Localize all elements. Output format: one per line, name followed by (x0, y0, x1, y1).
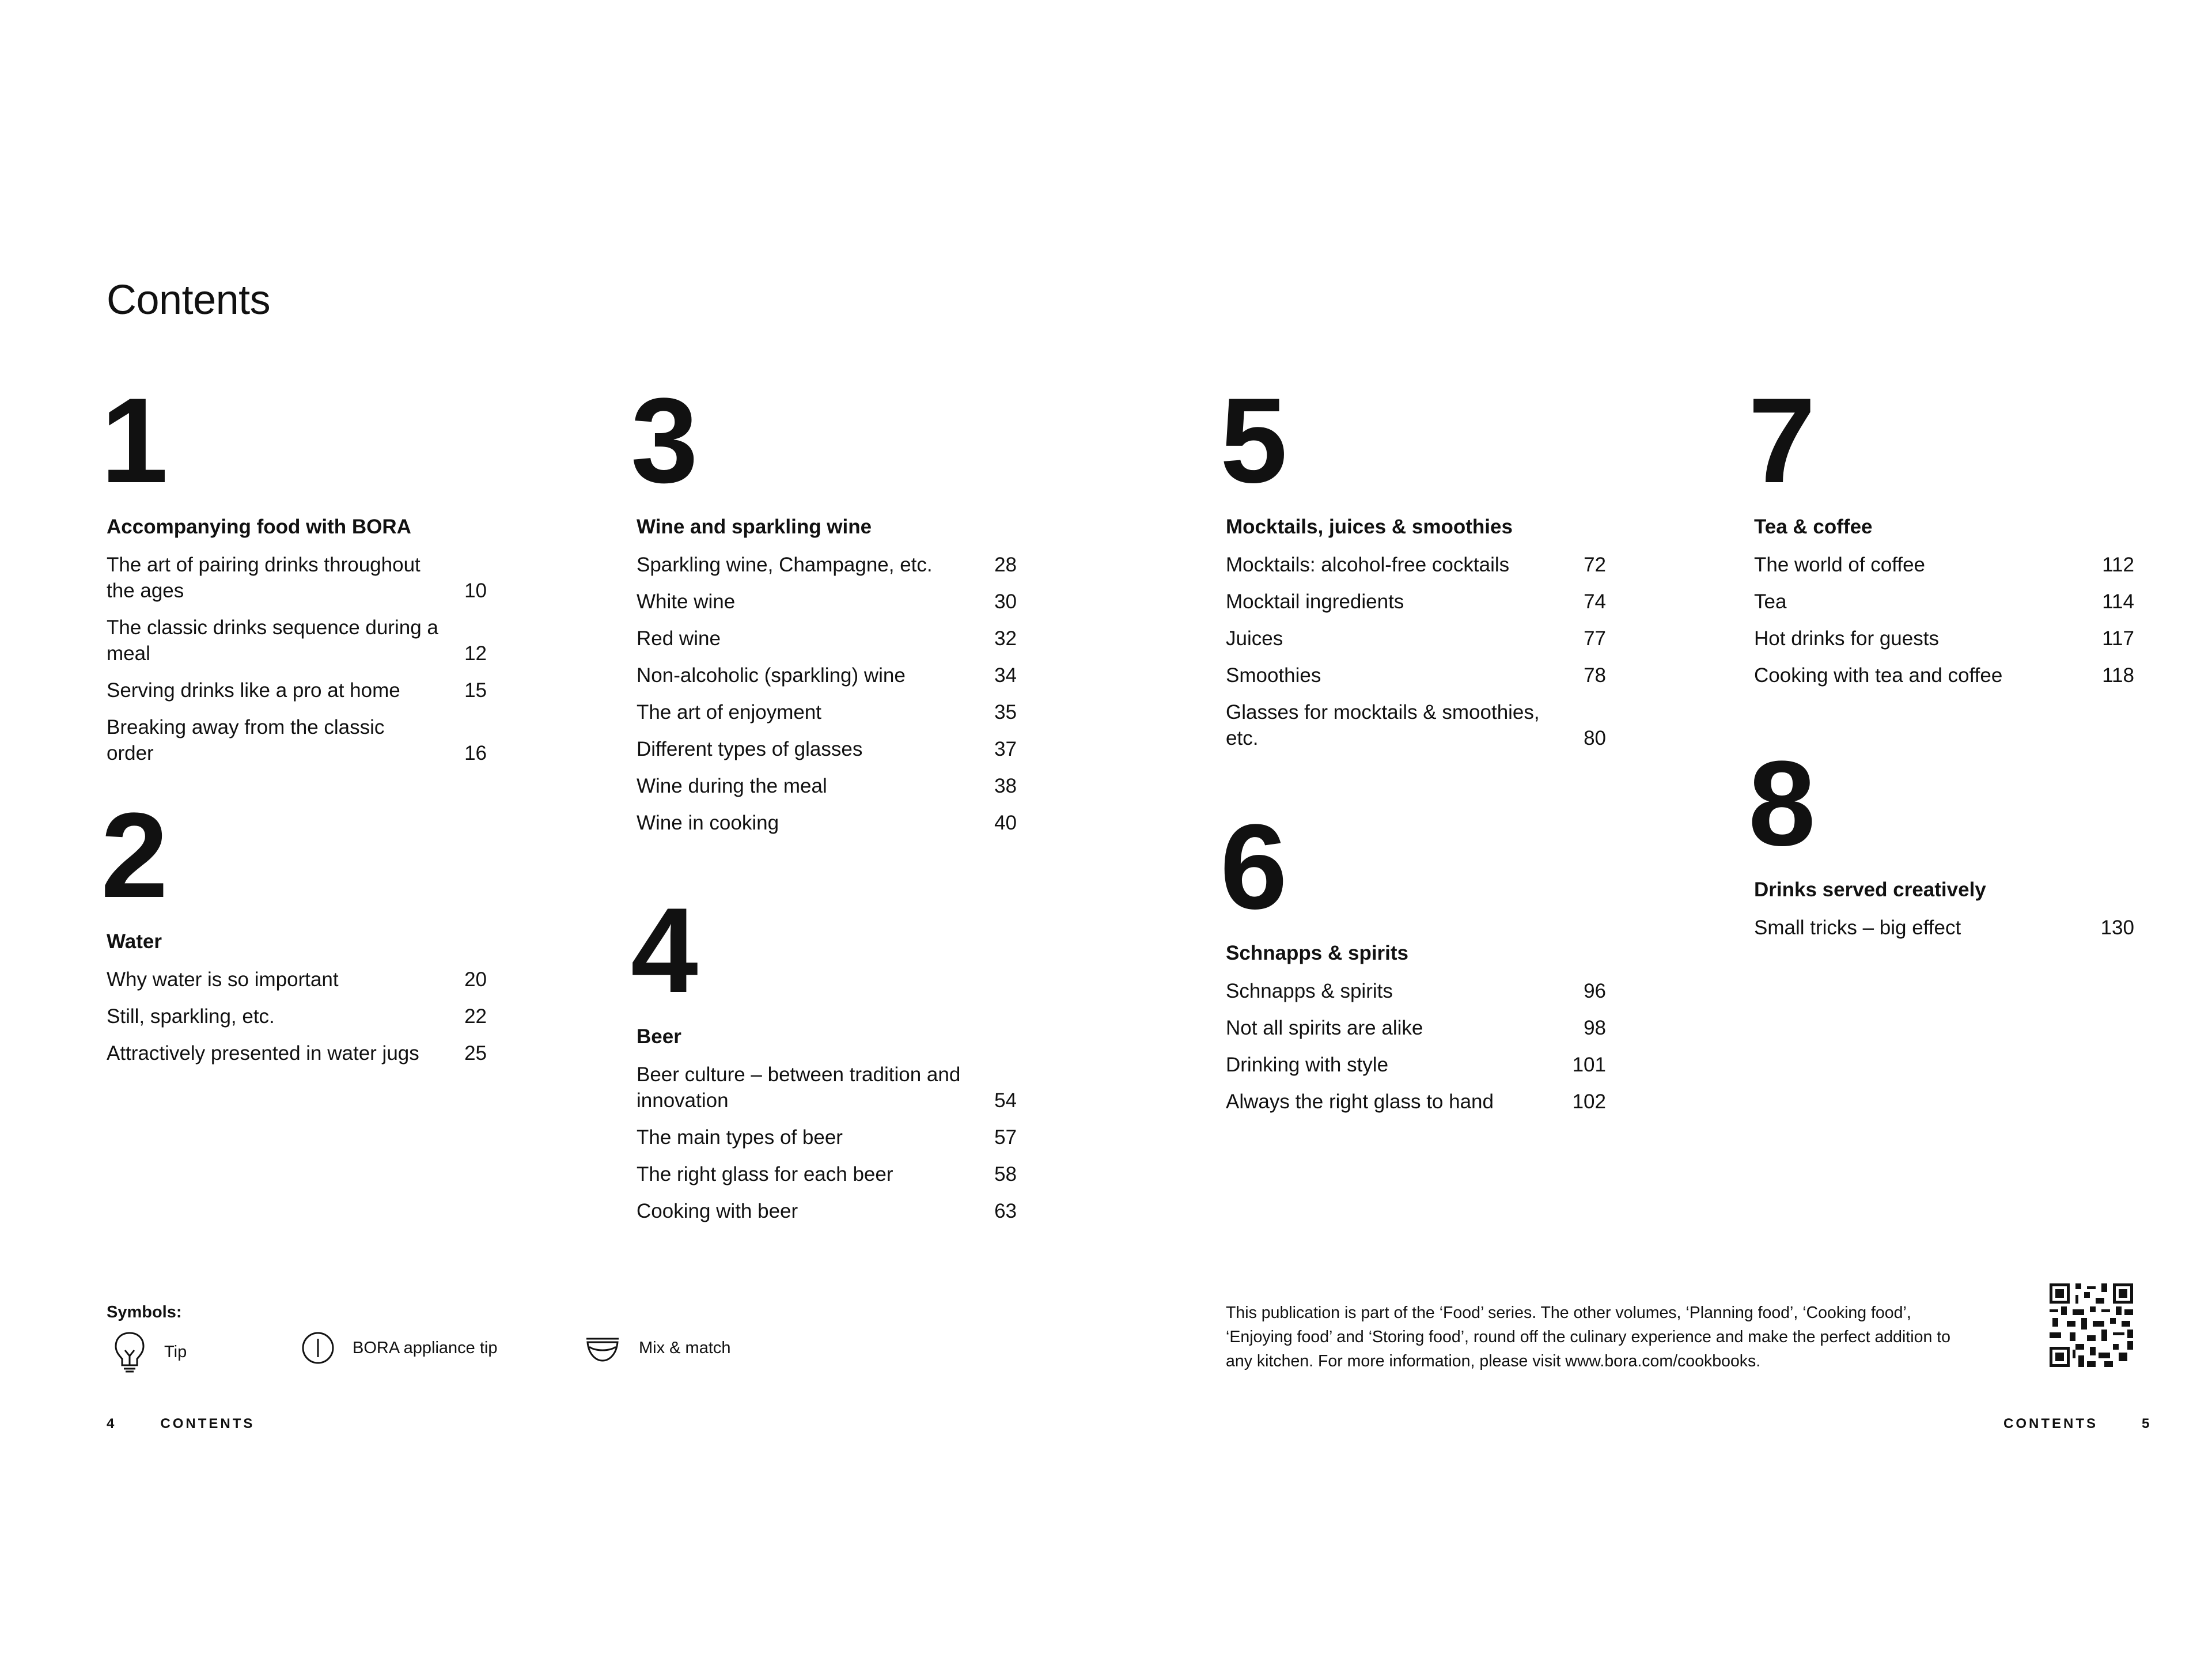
entry-label: Non-alcoholic (sparkling) wine (637, 664, 906, 687)
symbol-bora-appliance-tip (301, 1331, 497, 1365)
entry-page: 20 (464, 968, 487, 991)
entry-label: Breaking away from the classic order (107, 716, 385, 764)
entry-page: 10 (464, 579, 487, 602)
chapter-number: 4 (631, 882, 696, 1018)
entry-page: 114 (2102, 590, 2134, 613)
entry-page: 78 (1584, 664, 1606, 687)
footer-left (107, 1416, 255, 1432)
chapter-number: 1 (101, 373, 166, 508)
entry-page: 98 (1584, 1017, 1606, 1039)
chapter-title: Mocktails, juices & smoothies (1226, 516, 1513, 538)
chapter-entries (1754, 915, 2134, 941)
toc-entry[interactable] (1226, 1052, 1606, 1078)
chapter-4 (631, 882, 1017, 1235)
entry-label: The world of coffee (1754, 554, 1926, 576)
chapter-title: Drinks served creatively (1754, 878, 1986, 901)
toc-entry[interactable] (107, 714, 487, 766)
entry-page: 12 (464, 642, 487, 665)
entry-label: Different types of glasses (637, 738, 863, 760)
toc-entry[interactable] (1754, 915, 2134, 941)
chapter-number: 3 (631, 373, 696, 508)
chapter-title: Water (107, 930, 162, 953)
entry-label: Schnapps & spirits (1226, 980, 1393, 1002)
chapter-number: 7 (1748, 373, 1813, 508)
entry-page: 40 (994, 812, 1017, 834)
chapter-entries (1754, 552, 2134, 688)
toc-entry[interactable] (637, 736, 1017, 762)
chapter-2 (101, 787, 487, 1077)
chapter-entries (107, 967, 487, 1066)
toc-entry[interactable] (1226, 978, 1606, 1004)
entry-page: 72 (1584, 554, 1606, 576)
toc-entry[interactable] (637, 1161, 1017, 1187)
entry-label: Cooking with tea and coffee (1754, 664, 2003, 687)
bowl-icon (584, 1331, 622, 1365)
symbol-label: Mix & match (639, 1338, 731, 1357)
footer-right (2003, 1416, 2152, 1432)
entry-page: 34 (994, 664, 1017, 687)
chapter-entries (1226, 978, 1606, 1115)
entry-label: Red wine (637, 627, 721, 650)
entry-label: Hot drinks for guests (1754, 627, 1939, 650)
entry-page: 80 (1584, 727, 1606, 749)
page-number-left: 4 (107, 1416, 117, 1431)
entry-label: The art of pairing drinks throughout the ages (107, 554, 421, 602)
toc-entry[interactable] (107, 677, 487, 703)
toc-entry[interactable] (1226, 552, 1606, 578)
symbol-label: BORA appliance tip (353, 1338, 498, 1357)
chapter-entries (637, 1062, 1017, 1224)
entry-label: Cooking with beer (637, 1200, 798, 1222)
entry-label: The right glass for each beer (637, 1163, 893, 1185)
chapter-title: Schnapps & spirits (1226, 942, 1409, 964)
chapter-1 (101, 373, 487, 777)
chapter-entries (1226, 552, 1606, 751)
entry-label: Not all spirits are alike (1226, 1017, 1423, 1039)
entry-page: 112 (2102, 554, 2134, 576)
toc-entry[interactable] (1226, 662, 1606, 688)
chapter-7 (1748, 373, 2134, 699)
entry-page: 77 (1584, 627, 1606, 650)
entry-page: 16 (464, 742, 487, 764)
entry-label: Attractively presented in water jugs (107, 1042, 419, 1065)
chapter-number: 6 (1220, 799, 1285, 934)
entry-page: 37 (994, 738, 1017, 760)
symbol-label: Tip (164, 1342, 187, 1361)
toc-entry[interactable] (1226, 589, 1606, 615)
entry-page: 22 (464, 1005, 487, 1028)
entry-page: 35 (994, 701, 1017, 724)
chapter-6 (1220, 799, 1606, 1126)
entry-label: Sparkling wine, Champagne, etc. (637, 554, 933, 576)
entry-label: Still, sparkling, etc. (107, 1005, 275, 1028)
toc-entry[interactable] (1226, 1089, 1606, 1115)
entry-label: The art of enjoyment (637, 701, 821, 724)
chapter-title: Accompanying food with BORA (107, 516, 411, 538)
entry-page: 101 (1572, 1054, 1606, 1076)
chapter-number: 2 (101, 787, 166, 923)
entry-label: Tea (1754, 590, 1787, 613)
entry-label: The main types of beer (637, 1126, 843, 1149)
entry-label: Small tricks – big effect (1754, 916, 1961, 939)
entry-label: Beer culture – between tradition and innovation (637, 1063, 961, 1112)
entry-label: White wine (637, 590, 736, 613)
entry-page: 25 (464, 1042, 487, 1065)
page-number-right: 5 (2142, 1416, 2152, 1431)
toc-entry[interactable] (637, 773, 1017, 799)
running-head-left: CONTENTS (160, 1416, 255, 1431)
lightbulb-icon (112, 1331, 147, 1373)
entry-page: 58 (994, 1163, 1017, 1185)
chapter-title: Tea & coffee (1754, 516, 1873, 538)
series-note: This publication is part of the ‘Food’ series. The other volumes, ‘Planning food’, ‘Cooking food’, ‘Enjoying food’ and ‘Storing food’, round off the culinary experience and make the perfect addition to any kitchen. For more information, please visit www.bora.com/cookbooks. (1226, 1304, 1950, 1370)
toc-entry[interactable] (1754, 626, 2134, 652)
toc-entry[interactable] (1754, 589, 2134, 615)
entry-page: 102 (1572, 1090, 1606, 1113)
page-title: Contents (107, 277, 271, 323)
toc-entry[interactable] (637, 662, 1017, 688)
entry-page: 28 (994, 554, 1017, 576)
toc-entry[interactable] (637, 810, 1017, 836)
toc-entry[interactable] (1226, 1015, 1606, 1041)
entry-label: Wine in cooking (637, 812, 779, 834)
bora-appliance-icon (301, 1331, 335, 1365)
entry-label: Mocktails: alcohol-free cocktails (1226, 554, 1510, 576)
entry-label: Smoothies (1226, 664, 1321, 687)
qr-code-icon[interactable] (2050, 1283, 2133, 1367)
toc-entry[interactable] (1226, 626, 1606, 652)
entry-page: 57 (994, 1126, 1017, 1149)
toc-entry[interactable] (1226, 699, 1606, 751)
entry-label: Juices (1226, 627, 1283, 650)
entry-label: Wine during the meal (637, 775, 827, 797)
toc-entry[interactable] (637, 699, 1017, 725)
entry-page: 63 (994, 1200, 1017, 1222)
chapter-title: Beer (637, 1025, 681, 1048)
entry-label: Why water is so important (107, 968, 339, 991)
entry-label: Glasses for mocktails & smoothies, etc. (1226, 701, 1540, 749)
chapter-number: 8 (1748, 736, 1813, 871)
symbol-mix-and-match (584, 1331, 731, 1365)
entry-label: Always the right glass to hand (1226, 1090, 1494, 1113)
chapter-5 (1220, 373, 1606, 762)
entry-page: 15 (464, 679, 487, 702)
entry-page: 118 (2102, 664, 2134, 687)
entry-page: 32 (994, 627, 1017, 650)
entry-page: 117 (2102, 627, 2134, 650)
toc-entry[interactable] (637, 1062, 1017, 1113)
toc-entry[interactable] (107, 1003, 487, 1029)
toc-entry[interactable] (107, 967, 487, 993)
chapter-8 (1748, 736, 2134, 952)
chapter-title: Wine and sparkling wine (637, 516, 872, 538)
entry-page: 30 (994, 590, 1017, 613)
toc-entry[interactable] (637, 589, 1017, 615)
toc-entry[interactable] (1754, 662, 2134, 688)
chapter-3 (631, 373, 1017, 847)
entry-page: 74 (1584, 590, 1606, 613)
toc-entry[interactable] (107, 615, 487, 666)
symbols-heading: Symbols: (107, 1303, 182, 1321)
toc-entry[interactable] (637, 626, 1017, 652)
toc-entry[interactable] (637, 1198, 1017, 1224)
entry-page: 54 (994, 1089, 1017, 1112)
symbol-tip (112, 1331, 187, 1373)
entry-page: 96 (1584, 980, 1606, 1002)
chapter-number: 5 (1220, 373, 1285, 508)
entry-page: 38 (994, 775, 1017, 797)
toc-entry[interactable] (1754, 552, 2134, 578)
entry-page: 130 (2100, 916, 2134, 939)
entry-label: Drinking with style (1226, 1054, 1389, 1076)
toc-entry[interactable] (637, 552, 1017, 578)
toc-entry[interactable] (107, 1040, 487, 1066)
toc-entry[interactable] (107, 552, 487, 604)
chapter-entries (107, 552, 487, 766)
running-head-right: CONTENTS (2003, 1416, 2098, 1431)
entry-label: Serving drinks like a pro at home (107, 679, 400, 702)
toc-entry[interactable] (637, 1124, 1017, 1150)
entry-label: The classic drinks sequence during a meal (107, 616, 438, 665)
entry-label: Mocktail ingredients (1226, 590, 1404, 613)
chapter-entries (637, 552, 1017, 836)
